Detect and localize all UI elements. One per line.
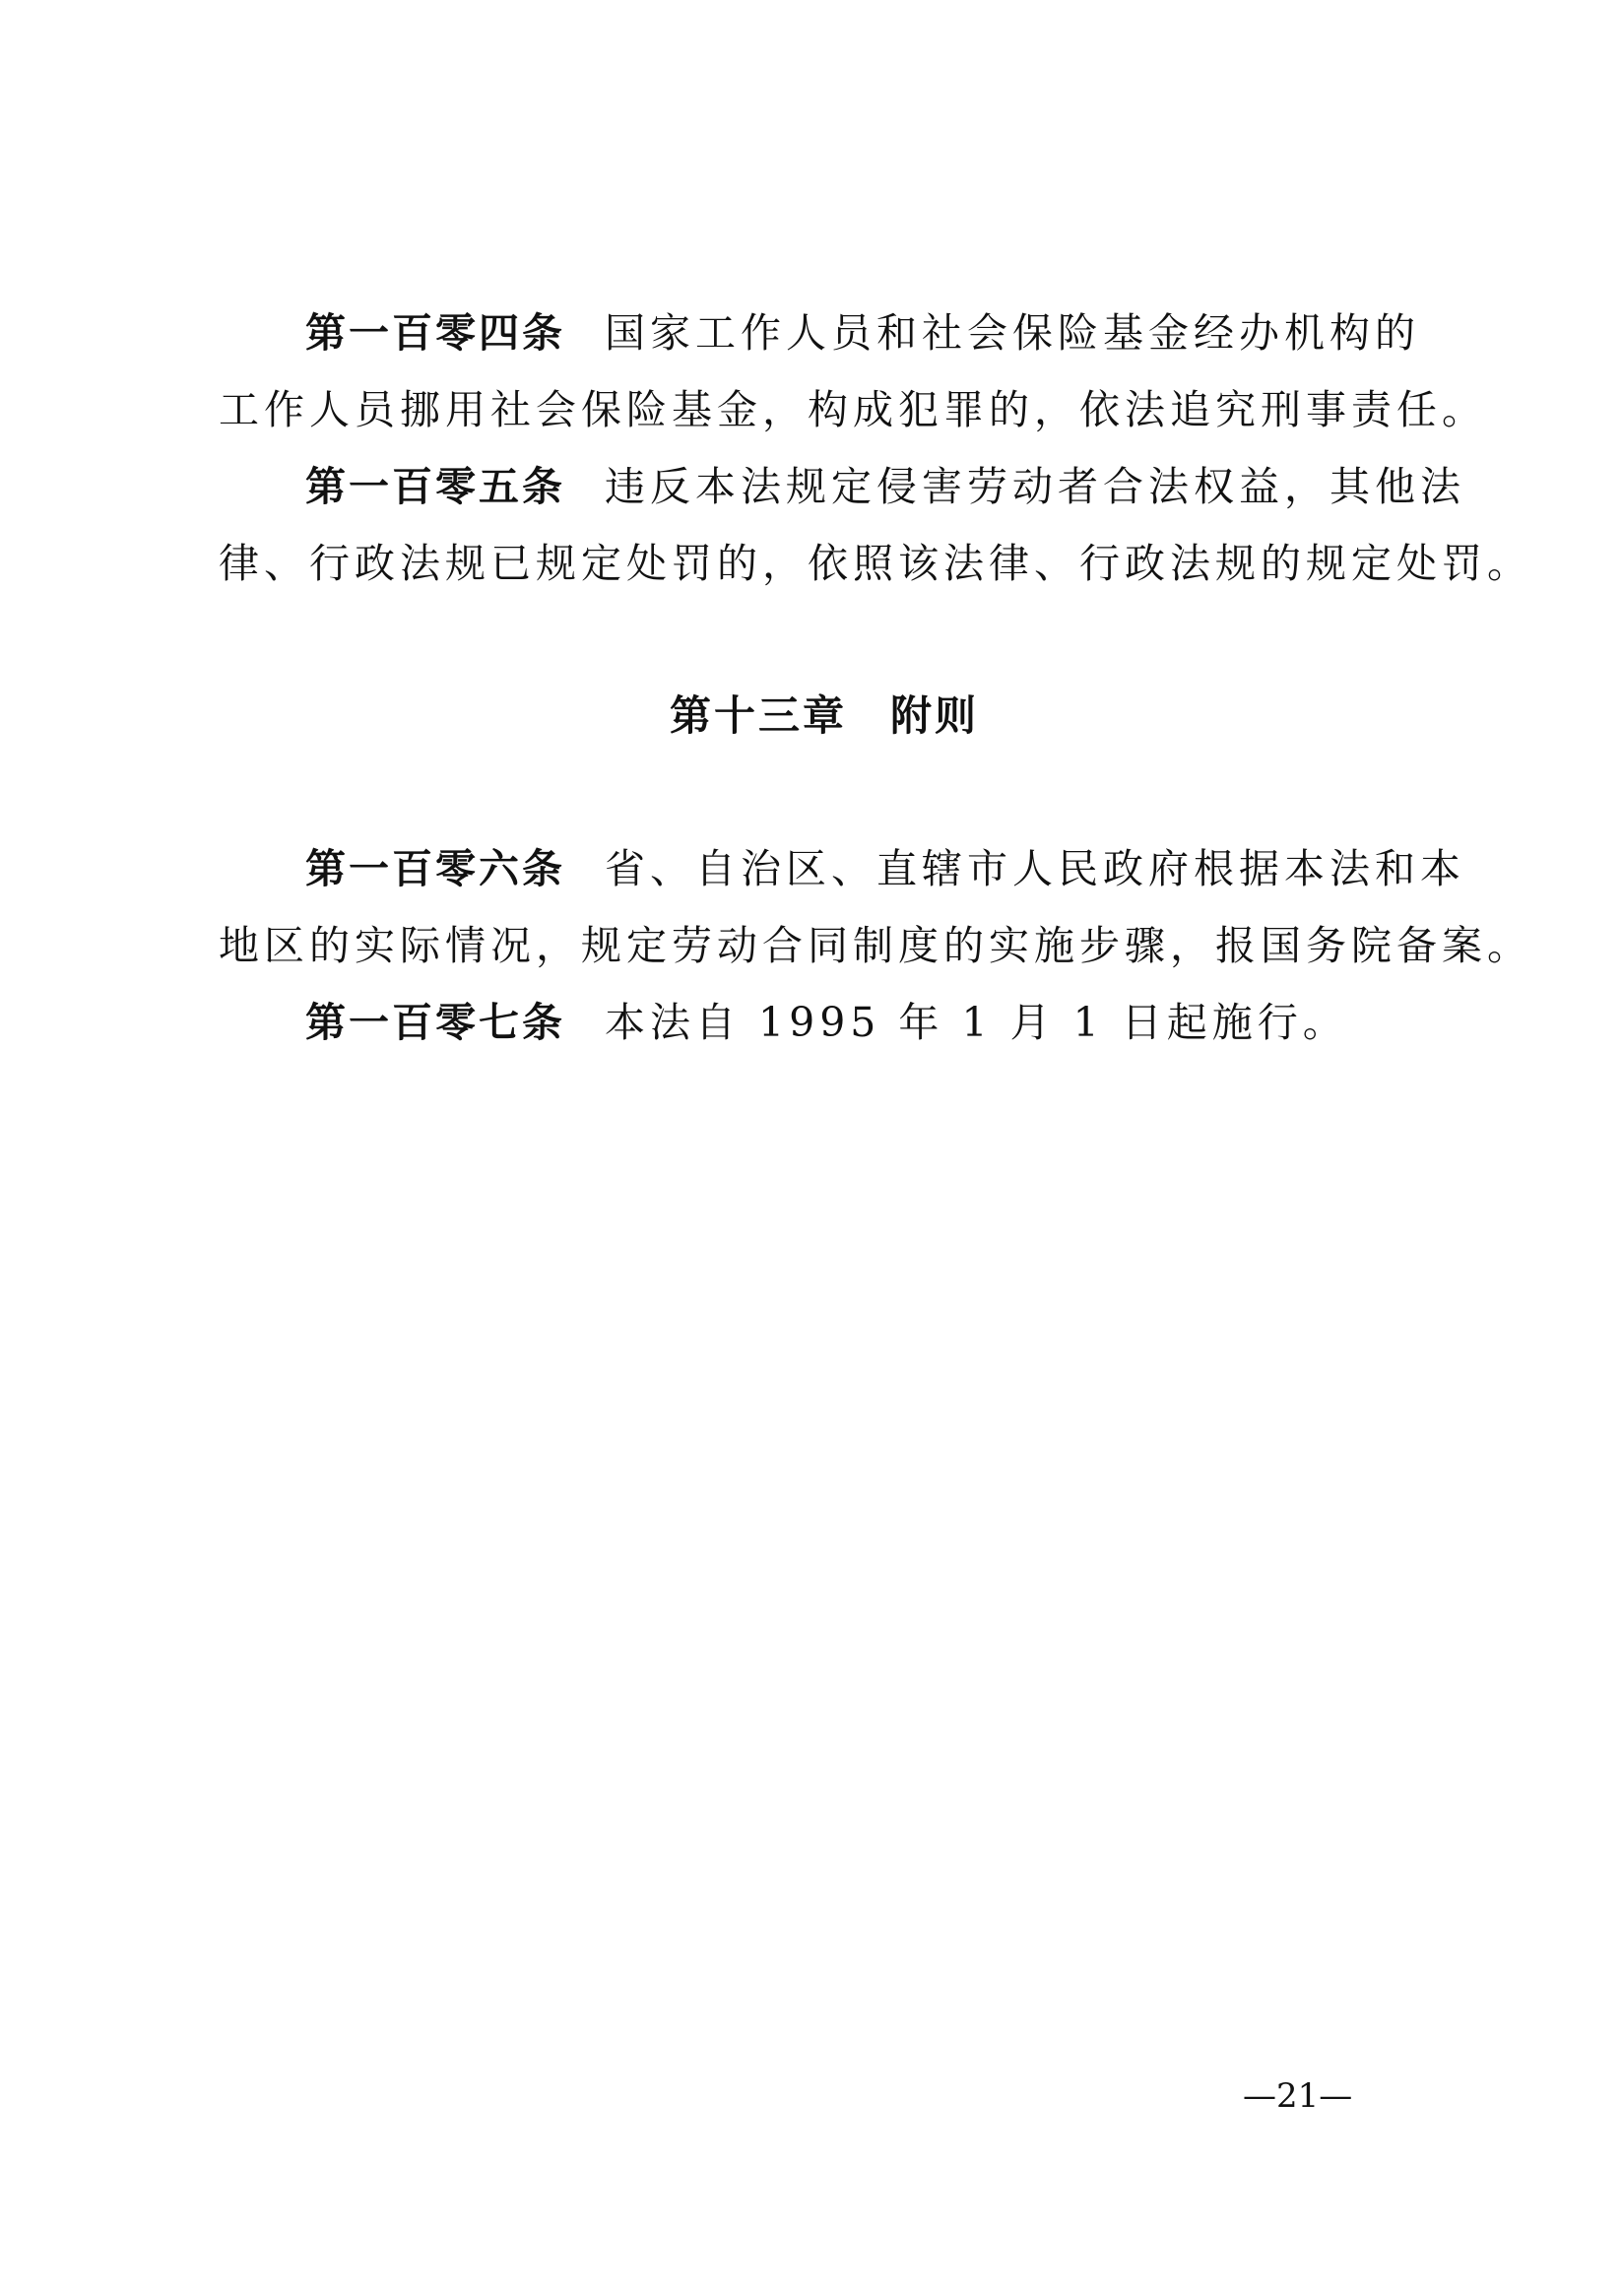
article-106-continuation: 地区的实际情况，规定劳动合同制度的实施步骤，报国务院备案。 (219, 922, 1532, 969)
chapter-number: 第十三章 (670, 691, 848, 740)
article-104-label: 第一百零四条 (305, 309, 565, 357)
article-106-label: 第一百零六条 (305, 845, 565, 892)
article-104-text: 国家工作人员和社会保险基金经办机构的 (605, 309, 1420, 357)
article-107-text: 本法自 1995 年 1 月 1 日起施行。 (605, 999, 1348, 1046)
article-105-continuation: 律、行政法规已规定处罚的，依照该法律、行政法规的规定处罚。 (219, 540, 1532, 587)
chapter-heading (670, 691, 980, 740)
article-107-first-line (305, 999, 1348, 1046)
page-number: —21— (1243, 2076, 1353, 2116)
article-104-continuation: 工作人员挪用社会保险基金，构成犯罪的，依法追究刑事责任。 (219, 386, 1487, 433)
article-105-text: 违反本法规定侵害劳动者合法权益，其他法 (605, 463, 1465, 510)
article-106-text: 省、自治区、直辖市人民政府根据本法和本 (605, 845, 1465, 892)
article-104-first-line (305, 309, 1420, 357)
article-106-first-line (305, 845, 1465, 892)
article-105-label: 第一百零五条 (305, 463, 565, 510)
article-105-first-line (305, 463, 1465, 510)
chapter-title: 附则 (890, 691, 980, 740)
article-107-label: 第一百零七条 (305, 999, 565, 1046)
